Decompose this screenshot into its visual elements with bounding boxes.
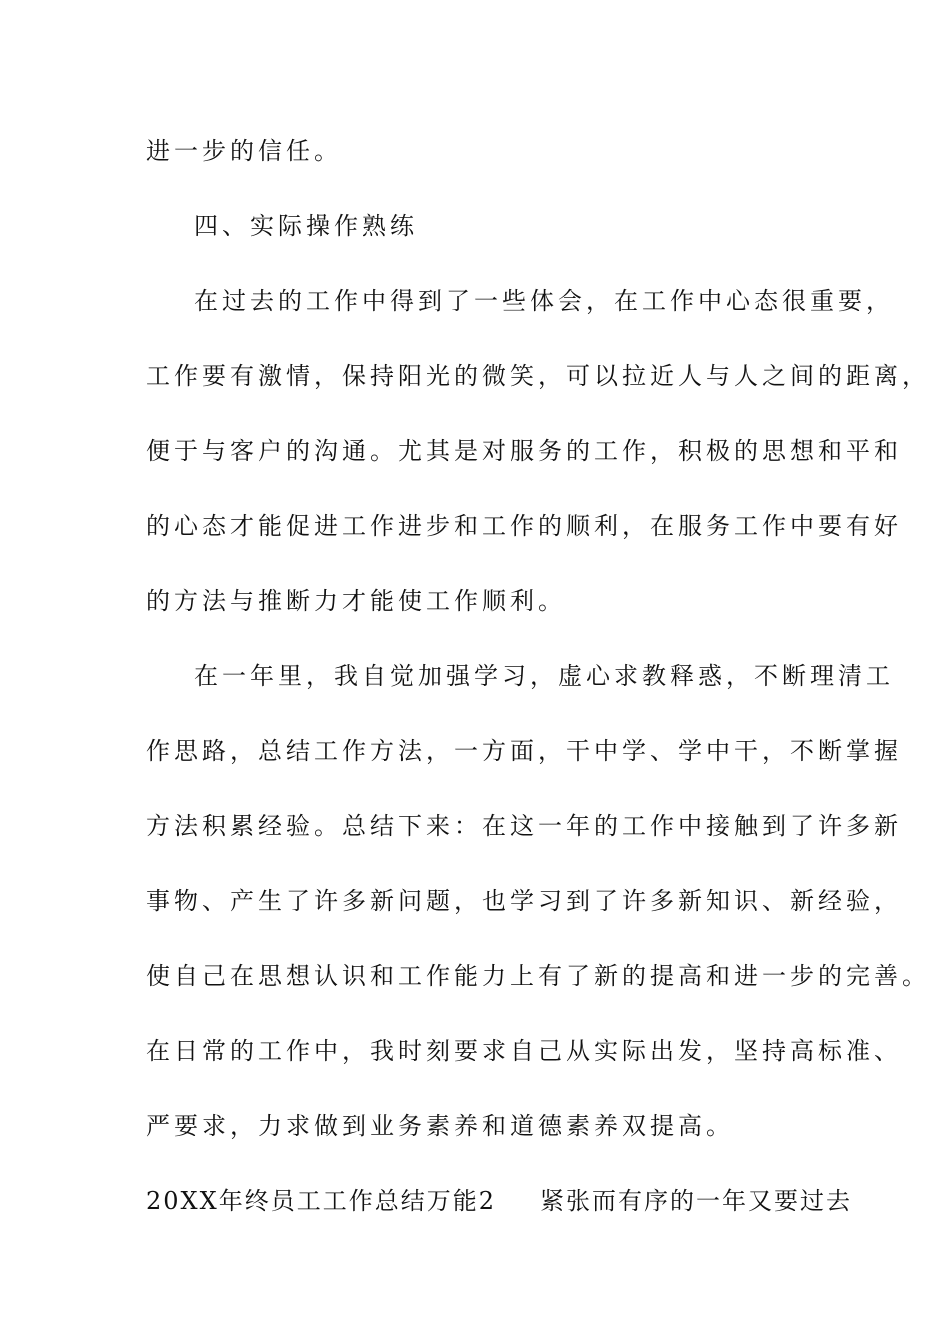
footer-title: 20XX年终员工工作总结万能2 bbox=[146, 1187, 496, 1215]
paragraph-start: 在一年里，我自觉加强学习，虚心求教释惑，不断理清工 bbox=[194, 662, 894, 690]
footer-line bbox=[146, 1186, 852, 1216]
section-heading: 四、实际操作熟练 bbox=[194, 212, 418, 240]
text-line: 的心态才能促进工作进步和工作的顺利，在服务工作中要有好 bbox=[146, 512, 902, 540]
text-line: 严要求，力求做到业务素养和道德素养双提高。 bbox=[146, 1112, 734, 1140]
text-line: 进一步的信任。 bbox=[146, 137, 342, 165]
text-line: 在日常的工作中，我时刻要求自己从实际出发，坚持高标准、 bbox=[146, 1037, 902, 1065]
footer-continuation: 紧张而有序的一年又要过去 bbox=[539, 1187, 852, 1215]
text-line: 工作要有激情，保持阳光的微笑，可以拉近人与人之间的距离， bbox=[146, 362, 930, 390]
text-line: 的方法与推断力才能使工作顺利。 bbox=[146, 587, 566, 615]
text-line: 事物、产生了许多新问题，也学习到了许多新知识、新经验， bbox=[146, 887, 902, 915]
text-line: 便于与客户的沟通。尤其是对服务的工作，积极的思想和平和 bbox=[146, 437, 902, 465]
text-line: 使自己在思想认识和工作能力上有了新的提高和进一步的完善。 bbox=[146, 962, 930, 990]
paragraph-start: 在过去的工作中得到了一些体会，在工作中心态很重要， bbox=[194, 287, 894, 315]
text-line: 方法积累经验。总结下来：在这一年的工作中接触到了许多新 bbox=[146, 812, 902, 840]
text-line: 作思路，总结工作方法，一方面，干中学、学中干，不断掌握 bbox=[146, 737, 902, 765]
